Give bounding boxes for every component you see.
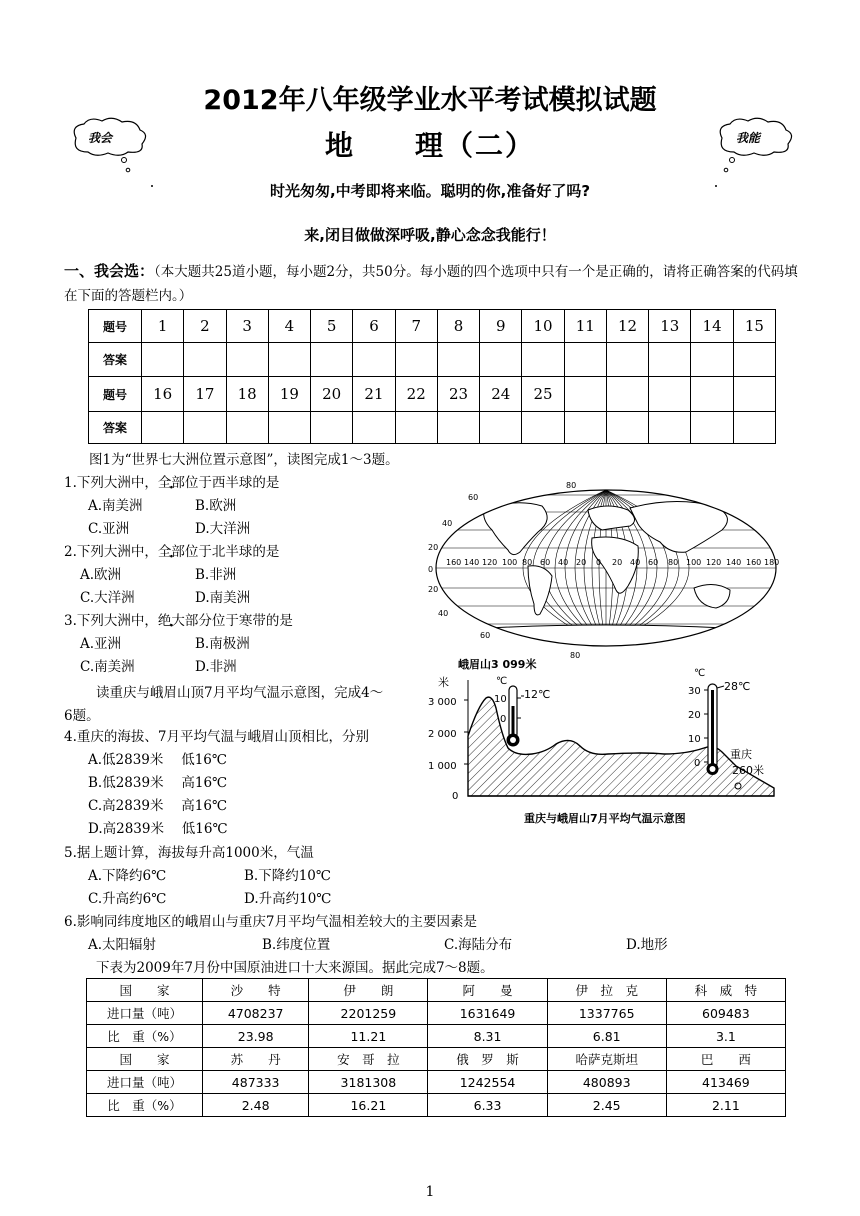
peak-label: 峨眉山3 099米: [458, 658, 537, 671]
oil-share-row-2: [87, 1094, 786, 1117]
share-cell: 2.11: [666, 1094, 785, 1117]
qnum-cell: 19: [268, 377, 310, 412]
q2-emphasis: 全部: [157, 544, 185, 560]
map-lon-label: 100: [686, 558, 702, 567]
import-cell: 1337765: [547, 1002, 666, 1025]
map-lon-label: 80: [668, 558, 679, 567]
q3-option-d[interactable]: D.非洲: [195, 659, 237, 675]
qnum-cell: 14: [691, 310, 733, 343]
section-1-intro: [64, 259, 804, 308]
q3-option-b[interactable]: B.南极洲: [195, 636, 250, 652]
import-cell: 609483: [666, 1002, 785, 1025]
answer-cell[interactable]: [522, 343, 564, 377]
answer-cell[interactable]: [142, 343, 184, 377]
q5-option-a[interactable]: A.下降约6℃: [88, 868, 167, 884]
q2-option-d[interactable]: D.南美洲: [195, 590, 251, 606]
answer-cell: [649, 412, 691, 444]
answer-cell[interactable]: [480, 343, 522, 377]
exam-subtitle: 地 理（二）: [324, 129, 535, 162]
row-header: 比 重（%）: [87, 1025, 203, 1048]
qnum-cell: 13: [649, 310, 691, 343]
share-cell: 8.31: [428, 1025, 547, 1048]
map-lat-label: 0: [428, 565, 434, 574]
country-cell: 沙 特: [203, 979, 309, 1002]
world-map-figure: [424, 480, 788, 660]
y-axis-unit: 米: [438, 676, 449, 689]
label-question-number: 题号: [89, 377, 142, 412]
thermo2-tick: 30: [688, 686, 701, 697]
motto-line-2: 来,闭目做做深呼吸,静心念念我能行！: [304, 226, 556, 244]
q3-stem-post: 部分位于寒带的是: [184, 613, 293, 629]
q6-option-a[interactable]: A.太阳辐射: [88, 937, 157, 953]
answer-cell[interactable]: [691, 343, 733, 377]
q1-stem-pre: 1.下列大洲中，: [64, 475, 158, 491]
import-cell: 1242554: [428, 1071, 547, 1094]
map-lon-label: 0: [596, 558, 602, 567]
answer-cell[interactable]: [353, 343, 395, 377]
q5-option-c[interactable]: C.升高约6℃: [88, 891, 167, 907]
section-1-heading: 一、我会选：: [64, 262, 155, 280]
y-tick: 1 000: [428, 761, 457, 772]
qnum-cell: 15: [733, 310, 775, 343]
row-header: 国 家: [87, 1048, 203, 1071]
qnum-cell: 3: [226, 310, 268, 343]
city-label: 重庆: [730, 748, 752, 761]
question-6: 6.影响同纬度地区的峨眉山与重庆7月平均气温相差较大的主要因素是: [64, 914, 477, 930]
qnum-cell: 1: [142, 310, 184, 343]
question-2: [64, 541, 279, 564]
map-lon-label: 40: [558, 558, 569, 567]
map-lat-label: 60: [480, 631, 491, 640]
q2-stem-post: 位于北半球的是: [184, 544, 280, 560]
oil-share-row-1: [87, 1025, 786, 1048]
import-cell: 413469: [666, 1071, 785, 1094]
map-lon-label: 180: [764, 558, 780, 567]
map-lon-label: 60: [540, 558, 551, 567]
answer-cell[interactable]: [226, 343, 268, 377]
country-cell: 阿 曼: [428, 979, 547, 1002]
qnum-cell: 20: [311, 377, 353, 412]
q3-emphasis: 绝大: [157, 613, 185, 629]
qnum-cell: 24: [480, 377, 522, 412]
page-number: 1: [425, 1184, 435, 1200]
answer-cell[interactable]: [184, 343, 226, 377]
country-cell: 伊 拉 克: [547, 979, 666, 1002]
qnum-cell: 5: [311, 310, 353, 343]
map-lat-label: 80: [566, 481, 577, 490]
answer-cell[interactable]: [311, 343, 353, 377]
qnum-cell: 10: [522, 310, 564, 343]
motto-line-1: 时光匆匆,中考即将来临。聪明的你,准备好了吗?: [269, 182, 591, 200]
q1-emphasis: 全部: [157, 475, 185, 491]
qnum-cell: 21: [353, 377, 395, 412]
map-lat-label: 80: [570, 651, 581, 660]
map-lat-label: 60: [468, 493, 479, 502]
badge-left-text: 我会: [88, 131, 113, 145]
figure-caption: 重庆与峨眉山7月平均气温示意图: [524, 812, 686, 825]
answer-cell[interactable]: [311, 412, 353, 444]
answer-grid: [88, 309, 776, 444]
row-header: 进口量（吨）: [87, 1002, 203, 1025]
map-lat-label: 20: [428, 543, 439, 552]
label-answer: 答案: [89, 412, 142, 444]
qnum-cell: [733, 377, 775, 412]
answer-cell[interactable]: [184, 412, 226, 444]
share-cell: 2.45: [547, 1094, 666, 1117]
answer-grid-number-row-2: [89, 377, 776, 412]
share-cell: 11.21: [309, 1025, 428, 1048]
y-tick: 3 000: [428, 697, 457, 708]
qnum-cell: 12: [606, 310, 648, 343]
qnum-cell: 11: [564, 310, 606, 343]
qnum-cell: 9: [480, 310, 522, 343]
thermo2-tick: 10: [688, 734, 701, 745]
import-cell: 487333: [203, 1071, 309, 1094]
q6-option-d[interactable]: D.地形: [626, 937, 668, 953]
question-4: 4.重庆的海拔、7月平均气温与峨眉山顶相比，分别: [64, 729, 369, 745]
thermo1-tick: 10: [494, 694, 507, 705]
share-cell: 16.21: [309, 1094, 428, 1117]
import-cell: 4708237: [203, 1002, 309, 1025]
map-lon-label: 80: [522, 558, 533, 567]
map-lon-label: 160: [446, 558, 462, 567]
qnum-cell: 6: [353, 310, 395, 343]
row-header: 国 家: [87, 979, 203, 1002]
qnum-cell: 8: [437, 310, 479, 343]
q1-option-d[interactable]: D.大洋洲: [195, 521, 251, 537]
y-tick: 0: [452, 791, 459, 802]
q4-option-d[interactable]: D.高2839米 低16℃: [88, 821, 228, 837]
map-lat-label: 20: [428, 585, 439, 594]
q4-option-c[interactable]: C.高2839米 高16℃: [88, 798, 228, 814]
q2-option-b[interactable]: B.非洲: [195, 567, 237, 583]
map-lon-label: 120: [482, 558, 498, 567]
thermometer-peak-icon: [507, 686, 521, 746]
answer-grid-answer-row-1: [89, 343, 776, 377]
answer-cell: [606, 412, 648, 444]
thermo1-value: 12℃: [524, 688, 551, 701]
answer-cell[interactable]: [564, 343, 606, 377]
map-lon-label: 140: [464, 558, 480, 567]
answer-cell[interactable]: [226, 412, 268, 444]
thermo2-value: 28℃: [724, 680, 751, 693]
q5-option-d[interactable]: D.升高约10℃: [244, 891, 332, 907]
qnum-cell: 7: [395, 310, 437, 343]
intro-fig2-line2: 6题。: [64, 708, 100, 724]
country-cell: 苏 丹: [203, 1048, 309, 1071]
intro-fig2-line1: 读重庆与峨眉山顶7月平均气温示意图，完成4～: [96, 685, 384, 701]
country-cell: 科 威 特: [666, 979, 785, 1002]
qnum-cell: 23: [437, 377, 479, 412]
section-1-instruction: （本大题共25道小题，每小题2分，共50分。每小题的四个选项中只有一个是正确的，请将正确答案的代码填在下面的答题栏内。）: [64, 264, 798, 304]
map-lon-label: 100: [502, 558, 518, 567]
thermo1-unit: ℃: [496, 676, 508, 687]
qnum-cell: 25: [522, 377, 564, 412]
share-cell: 6.81: [547, 1025, 666, 1048]
q6-option-b[interactable]: B.纬度位置: [262, 937, 331, 953]
answer-cell[interactable]: [649, 343, 691, 377]
q2-stem-pre: 2.下列大洲中，: [64, 544, 158, 560]
answer-cell[interactable]: [606, 343, 648, 377]
oil-import-table: [86, 978, 786, 1117]
answer-cell: [564, 412, 606, 444]
qnum-cell: 4: [268, 310, 310, 343]
answer-cell[interactable]: [733, 343, 775, 377]
map-lon-label: 40: [630, 558, 641, 567]
exam-title: 2012年八年级学业水平考试模拟试题: [203, 85, 657, 116]
q5-option-b[interactable]: B.下降约10℃: [244, 868, 331, 884]
import-cell: 2201259: [309, 1002, 428, 1025]
qnum-cell: 17: [184, 377, 226, 412]
answer-cell[interactable]: [522, 412, 564, 444]
answer-cell: [733, 412, 775, 444]
share-cell: 6.33: [428, 1094, 547, 1117]
thermo2-tick: 20: [688, 710, 701, 721]
qnum-cell: [691, 377, 733, 412]
import-cell: 480893: [547, 1071, 666, 1094]
intro-table: 下表为2009年7月份中国原油进口十大来源国。据此完成7～8题。: [96, 960, 494, 976]
intro-fig1: 图1为“世界七大洲位置示意图”，读图完成1～3题。: [89, 452, 399, 468]
thermo2-tick: 0: [694, 758, 701, 769]
answer-cell[interactable]: [437, 343, 479, 377]
q4-option-b[interactable]: B.低2839米 高16℃: [88, 775, 228, 791]
map-lon-label: 20: [612, 558, 623, 567]
qnum-cell: [606, 377, 648, 412]
share-cell: 2.48: [203, 1094, 309, 1117]
answer-cell[interactable]: [268, 343, 310, 377]
map-lon-label: 60: [648, 558, 659, 567]
label-question-number: 题号: [89, 310, 142, 343]
country-cell: 伊 朗: [309, 979, 428, 1002]
answer-cell: [691, 412, 733, 444]
q6-option-c[interactable]: C.海陆分布: [444, 937, 513, 953]
map-lat-label: 40: [442, 519, 453, 528]
country-cell: 俄 罗 斯: [428, 1048, 547, 1071]
qnum-cell: [564, 377, 606, 412]
country-cell: 安 哥 拉: [309, 1048, 428, 1071]
share-cell: 3.1: [666, 1025, 785, 1048]
q2-option-a[interactable]: A.欧洲: [80, 567, 122, 583]
map-lon-label: 140: [726, 558, 742, 567]
q1-option-a[interactable]: A.南美洲: [88, 498, 143, 514]
answer-cell[interactable]: [395, 343, 437, 377]
qnum-cell: 18: [226, 377, 268, 412]
answer-cell[interactable]: [395, 412, 437, 444]
thermo2-unit: ℃: [694, 668, 706, 679]
map-lon-label: 20: [576, 558, 587, 567]
oil-import-row-1: [87, 1002, 786, 1025]
answer-cell[interactable]: [353, 412, 395, 444]
question-1: [64, 472, 279, 495]
row-header: 比 重（%）: [87, 1094, 203, 1117]
answer-cell[interactable]: [480, 412, 522, 444]
q3-option-a[interactable]: A.亚洲: [80, 636, 122, 652]
q1-option-c[interactable]: C.亚洲: [88, 521, 130, 537]
map-lon-label: 120: [706, 558, 722, 567]
q4-option-a[interactable]: A.低2839米 低16℃: [88, 752, 227, 768]
oil-country-row-1: [87, 979, 786, 1002]
country-cell: 哈萨克斯坦: [547, 1048, 666, 1071]
row-header: 进口量（吨）: [87, 1071, 203, 1094]
city-altitude: 260米: [732, 764, 764, 777]
answer-cell[interactable]: [437, 412, 479, 444]
y-tick: 2 000: [428, 729, 457, 740]
qnum-cell: 16: [142, 377, 184, 412]
map-lat-label: 40: [438, 609, 449, 618]
answer-grid-answer-row-2: [89, 412, 776, 444]
import-cell: 3181308: [309, 1071, 428, 1094]
question-3: [64, 610, 293, 633]
answer-cell[interactable]: [268, 412, 310, 444]
qnum-cell: [649, 377, 691, 412]
label-answer: 答案: [89, 343, 142, 377]
qnum-cell: 22: [395, 377, 437, 412]
answer-cell[interactable]: [142, 412, 184, 444]
q1-stem-post: 位于西半球的是: [184, 475, 280, 491]
temperature-profile-figure: [424, 656, 780, 832]
map-lon-label: 160: [746, 558, 762, 567]
import-cell: 1631649: [428, 1002, 547, 1025]
oil-country-row-2: [87, 1048, 786, 1071]
q3-stem-pre: 3.下列大洲中，: [64, 613, 158, 629]
country-cell: 巴 西: [666, 1048, 785, 1071]
answer-grid-number-row-1: [89, 310, 776, 343]
q3-option-c[interactable]: C.南美洲: [80, 659, 135, 675]
qnum-cell: 2: [184, 310, 226, 343]
q1-option-b[interactable]: B.欧洲: [195, 498, 237, 514]
question-5: 5.据上题计算，海拔每升高1000米，气温: [64, 845, 314, 861]
q2-option-c[interactable]: C.大洋洲: [80, 590, 135, 606]
oil-import-row-2: [87, 1071, 786, 1094]
share-cell: 23.98: [203, 1025, 309, 1048]
thermo1-tick: 0: [500, 714, 507, 725]
badge-right-text: 我能: [736, 131, 761, 145]
